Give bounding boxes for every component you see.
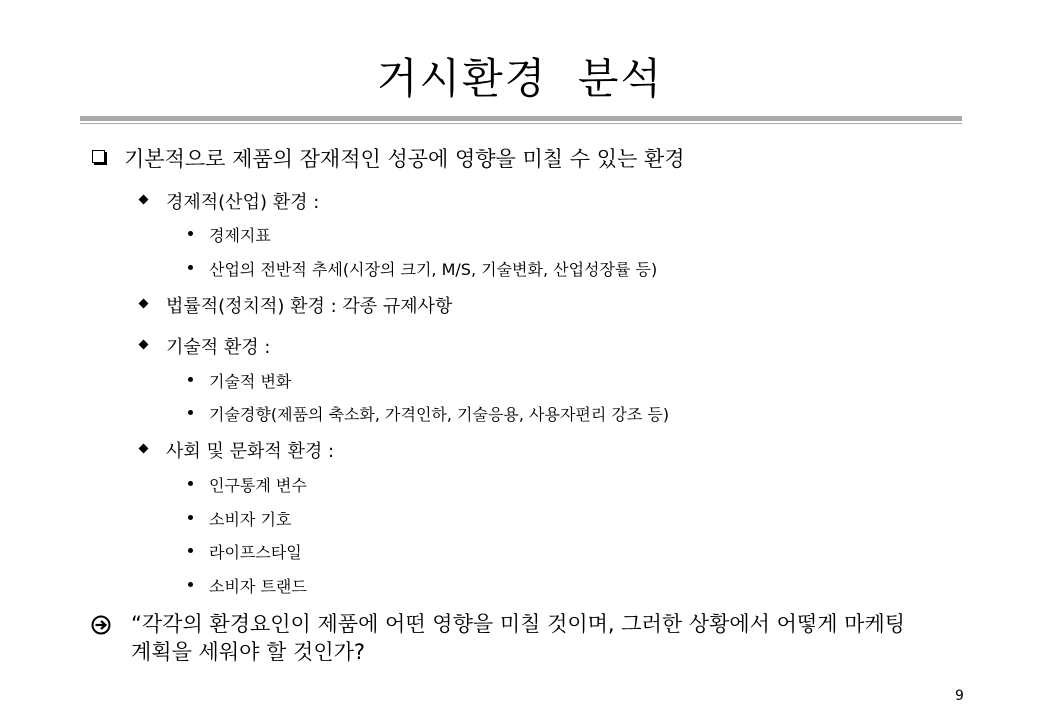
dot-icon bbox=[188, 410, 193, 415]
title-divider-thick bbox=[80, 116, 962, 121]
dot-icon bbox=[188, 231, 193, 236]
diamond-icon bbox=[139, 195, 149, 205]
section-heading-legal: 법률적(정치적) 환경 : 각종 규제사항 bbox=[166, 296, 453, 317]
dot-icon bbox=[188, 377, 193, 382]
list-item: 소비자 트랜드 bbox=[209, 577, 307, 596]
list-item: 기술경향(제품의 축소화, 가격인하, 기술응용, 사용자편리 강조 등) bbox=[209, 405, 670, 424]
dot-icon bbox=[188, 481, 193, 486]
section-heading-technology: 기술적 환경 : bbox=[166, 337, 271, 358]
question-line-1: “각각의 환경요인이 제품에 어떤 영향을 미칠 것이며, 그러한 상황에서 어떻게 마케팅 bbox=[131, 612, 906, 636]
diamond-icon bbox=[139, 444, 149, 454]
circled-arrow-icon bbox=[91, 615, 111, 635]
checkbox-square-icon bbox=[92, 150, 105, 163]
list-item: 라이프스타일 bbox=[209, 543, 302, 562]
main-point: 기본적으로 제품의 잠재적인 성공에 영향을 미칠 수 있는 환경 bbox=[124, 147, 685, 171]
section-heading-social-cultural: 사회 및 문화적 환경 : bbox=[166, 441, 335, 462]
list-item: 산업의 전반적 추세(시장의 크기, M/S, 기술변화, 산업성장률 등) bbox=[209, 260, 658, 279]
list-item: 소비자 기호 bbox=[209, 510, 292, 529]
diamond-icon bbox=[139, 340, 149, 350]
list-item: 기술적 변화 bbox=[209, 372, 292, 391]
dot-icon bbox=[188, 515, 193, 520]
section-heading-economic: 경제적(산업) 환경 : bbox=[166, 192, 320, 213]
title-divider-thin bbox=[80, 123, 962, 124]
question-line-2: 계획을 세워야 할 것인가? bbox=[131, 640, 366, 664]
dot-icon bbox=[188, 265, 193, 270]
list-item: 경제지표 bbox=[209, 226, 271, 245]
dot-icon bbox=[188, 582, 193, 587]
diamond-icon bbox=[139, 299, 149, 309]
dot-icon bbox=[188, 548, 193, 553]
page-number: 9 bbox=[955, 688, 964, 704]
list-item: 인구통계 변수 bbox=[209, 476, 307, 495]
slide-title: 거시환경 분석 bbox=[376, 54, 664, 103]
